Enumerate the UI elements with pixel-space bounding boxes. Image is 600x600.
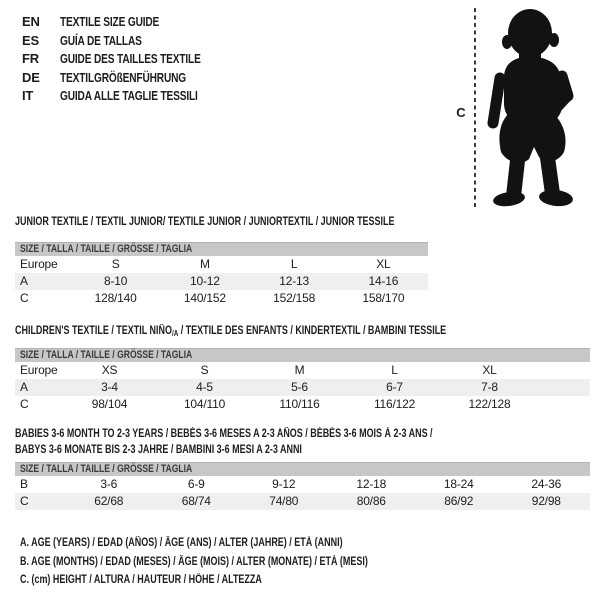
- footnotes: [20, 534, 466, 590]
- language-row-es: [22, 32, 240, 51]
- title-post: / TEXTILE DES ENFANTS / KINDERTEXTIL / BAMBINI TESSILE: [178, 325, 447, 337]
- cell: C: [20, 494, 29, 508]
- cell: 12-13: [279, 274, 309, 288]
- language-title: GUÍA DE TALLAS: [60, 32, 142, 48]
- cell: 9-12: [272, 477, 296, 491]
- table-row: [15, 256, 428, 273]
- cell: 128/140: [94, 291, 137, 305]
- table-row: [15, 273, 428, 290]
- language-code: FR: [22, 51, 39, 66]
- size-band: [15, 242, 428, 256]
- junior-table-title-text: JUNIOR TEXTILE / TEXTIL JUNIOR/ TEXTILE JUNIOR / JUNIORTEXTIL / JUNIOR TESSILE: [15, 216, 395, 228]
- cell: S: [111, 257, 120, 271]
- size-band-text: SIZE / TALLA / TAILLE / GRÖSSE / TAGLIA: [20, 243, 193, 255]
- junior-table-title: [15, 216, 501, 228]
- cell: C: [20, 397, 29, 411]
- cell: 6-7: [386, 380, 403, 394]
- cell: 152/158: [273, 291, 316, 305]
- cell: 12-18: [356, 477, 387, 491]
- cell: 18-24: [443, 477, 474, 491]
- language-code: EN: [22, 14, 40, 29]
- table-row: [15, 396, 590, 413]
- children-table-title-text: [15, 325, 446, 338]
- cell: 98/104: [91, 397, 128, 411]
- size-band-text: SIZE / TALLA / TAILLE / GRÖSSE / TAGLIA: [20, 463, 193, 475]
- footnote-age-years: [20, 534, 466, 553]
- language-row-de: [22, 69, 240, 88]
- table-row: [15, 493, 590, 510]
- table-row: [15, 379, 590, 396]
- table-row: [15, 290, 428, 307]
- height-dashed-line: [474, 8, 476, 210]
- language-title: GUIDE DES TAILLES TEXTILE: [60, 51, 201, 66]
- cell: 5-6: [291, 380, 308, 394]
- footnote-text: A. AGE (YEARS) / EDAD (AÑOS) / ÂGE (ANS) / ALTER (JAHRE) / ETÀ (ANNI): [20, 537, 343, 549]
- cell: XL: [376, 257, 391, 271]
- cell: 6-9: [187, 477, 205, 491]
- language-code: ES: [22, 32, 39, 48]
- cell: M: [294, 363, 305, 377]
- cell: L: [290, 257, 298, 271]
- cell: 8-10: [104, 274, 128, 288]
- cell: 122/128: [468, 397, 511, 411]
- cell: 14-16: [368, 274, 399, 288]
- language-row-it: [22, 87, 240, 106]
- language-title: TEXTILE SIZE GUIDE: [60, 14, 160, 29]
- cell: S: [200, 363, 209, 377]
- cell: 140/152: [183, 291, 226, 305]
- cell: 4-5: [196, 380, 213, 394]
- cell: A: [20, 380, 28, 394]
- size-band: [15, 348, 590, 362]
- babies-title-line1: BABIES 3-6 MONTH TO 2-3 YEARS / BEBÉS 3-6 MESES A 2-3 AÑOS / BÉBÉS 3-6 MOIS À 2-3 ANS /: [15, 428, 433, 440]
- cell: 7-8: [481, 380, 498, 394]
- language-title: TEXTILGRÖßENFÜHRUNG: [60, 69, 187, 85]
- height-measure-label: C: [456, 105, 466, 120]
- cell: 62/68: [94, 494, 124, 508]
- language-title: GUIDA ALLE TAGLIE TESSILI: [60, 88, 198, 103]
- size-band: [15, 462, 590, 476]
- children-size-table: [15, 348, 590, 413]
- cell: 80/86: [356, 494, 386, 508]
- babies-title-line2: BABYS 3-6 MONATE BIS 2-3 JAHRE / BAMBINI 3-6 MESI A 2-3 ANNI: [15, 443, 302, 456]
- cell: 104/110: [183, 397, 226, 411]
- babies-table-title: [15, 427, 550, 458]
- cell: L: [391, 363, 398, 377]
- cell: B: [20, 477, 28, 491]
- cell: 110/116: [279, 397, 320, 411]
- footnote-text: B. AGE (MONTHS) / EDAD (MESES) / ÂGE (MOIS) / ALTER (MONATE) / ETÀ (MESI): [20, 555, 368, 568]
- cell: C: [20, 291, 29, 305]
- size-band-text: SIZE / TALLA / TAILLE / GRÖSSE / TAGLIA: [20, 349, 193, 361]
- language-row-en: [22, 13, 240, 32]
- language-row-fr: [22, 50, 240, 69]
- children-table-title: [15, 325, 568, 338]
- language-code: IT: [22, 88, 34, 103]
- cell: 68/74: [181, 494, 211, 508]
- cell: XL: [482, 363, 497, 377]
- spacer-cell: [537, 362, 590, 379]
- title-subscript: /A: [171, 329, 179, 338]
- cell: 158/170: [362, 291, 405, 305]
- cell: 74/80: [269, 494, 299, 508]
- table-row: [15, 476, 590, 493]
- footnote-text: C. (cm) HEIGHT / ALTURA / HAUTEUR / HÖHE / ALTEZZA: [20, 574, 262, 587]
- cell: M: [199, 257, 210, 271]
- cell: 3-4: [101, 380, 118, 394]
- baby-silhouette-icon: [484, 6, 588, 210]
- language-code: DE: [22, 69, 40, 85]
- cell: 3-6: [100, 477, 118, 491]
- cell: A: [20, 274, 28, 288]
- cell: Europe: [20, 363, 58, 377]
- junior-size-table: [15, 242, 428, 307]
- title-pre: CHILDREN'S TEXTILE / TEXTIL NIÑO: [15, 325, 172, 337]
- cell: 92/98: [531, 494, 561, 508]
- footnote-height-cm: [20, 571, 466, 590]
- footnote-age-months: [20, 553, 466, 572]
- spacer-cell: [537, 396, 590, 413]
- babies-size-table: [15, 462, 590, 510]
- spacer-cell: [537, 379, 590, 396]
- cell: Europe: [20, 257, 58, 271]
- table-row: [15, 362, 590, 379]
- cell: XS: [101, 363, 118, 377]
- cell: 116/122: [373, 397, 416, 411]
- cell: 10-12: [190, 274, 220, 288]
- language-legend: [22, 13, 240, 106]
- cell: 24-36: [531, 477, 562, 491]
- cell: 86/92: [444, 494, 474, 508]
